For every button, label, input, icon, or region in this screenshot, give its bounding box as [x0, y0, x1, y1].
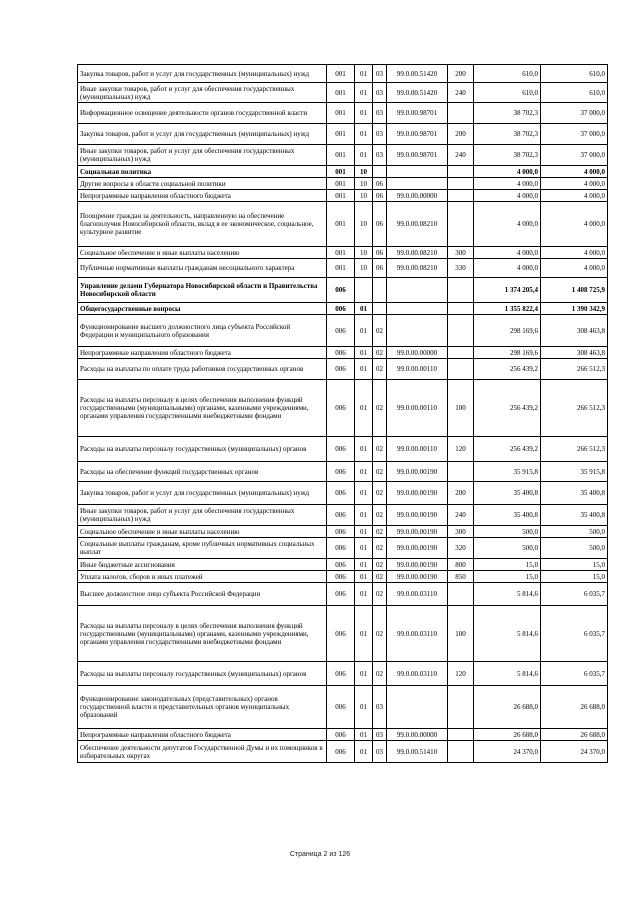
table-row	[78, 124, 608, 145]
target-article-cell: 99.0.00.98701	[387, 145, 448, 166]
target-article-cell: 99.0.00.00000	[387, 190, 448, 202]
expense-type-cell	[448, 462, 474, 482]
amount-year2-cell: 308 463,8	[541, 315, 608, 347]
expense-type-cell	[448, 166, 474, 178]
table-row	[78, 606, 608, 662]
amount-year2-cell: 24 370,0	[541, 741, 608, 763]
name-cell: Расходы на обеспечение функций государственных органов	[78, 462, 327, 482]
section-cell: 01	[355, 124, 373, 145]
target-article-cell: 99.0.00.00190	[387, 482, 448, 505]
subsection-cell: 02	[373, 606, 387, 662]
subsection-cell: 03	[373, 686, 387, 729]
ved-cell: 006	[327, 741, 355, 763]
amount-year1-cell: 256 439,2	[474, 380, 541, 437]
table-row	[78, 178, 608, 190]
name-cell: Иные бюджетные ассигнования	[78, 559, 327, 571]
name-cell: Общегосударственные вопросы	[78, 303, 327, 315]
amount-year1-cell: 4 000,0	[474, 202, 541, 247]
amount-year2-cell: 4 000,0	[541, 259, 608, 278]
expense-type-cell	[448, 583, 474, 606]
target-article-cell	[387, 303, 448, 315]
expense-type-cell: 200	[448, 65, 474, 83]
ved-cell: 006	[327, 571, 355, 583]
section-cell: 01	[355, 103, 373, 124]
amount-year1-cell: 38 702,3	[474, 124, 541, 145]
amount-year1-cell: 35 400,8	[474, 482, 541, 505]
table-row	[78, 462, 608, 482]
target-article-cell: 99.0.00.98701	[387, 103, 448, 124]
table-row	[78, 380, 608, 437]
section-cell: 01	[355, 437, 373, 462]
table-row	[78, 526, 608, 538]
target-article-cell: 99.0.00.98701	[387, 124, 448, 145]
ved-cell: 006	[327, 278, 355, 303]
section-cell: 01	[355, 462, 373, 482]
subsection-cell: 02	[373, 571, 387, 583]
subsection-cell	[373, 303, 387, 315]
name-cell: Высшее должностное лицо субъекта Российской Федерации	[78, 583, 327, 606]
name-cell: Расходы на выплаты персоналу государственных (муниципальных) органов	[78, 662, 327, 686]
name-cell: Обеспечение деятельности депутатов Государственной Думы и их помощников в избирательных округах	[78, 741, 327, 763]
table-row	[78, 166, 608, 178]
target-article-cell: 99.0.00.00110	[387, 359, 448, 380]
amount-year1-cell: 500,0	[474, 538, 541, 559]
amount-year1-cell: 298 169,6	[474, 315, 541, 347]
table-row	[78, 190, 608, 202]
amount-year2-cell: 35 400,8	[541, 505, 608, 526]
amount-year1-cell: 4 000,0	[474, 166, 541, 178]
ved-cell: 001	[327, 190, 355, 202]
table-body	[78, 65, 608, 763]
table-row	[78, 482, 608, 505]
table-row	[78, 202, 608, 247]
amount-year2-cell: 26 688,0	[541, 686, 608, 729]
ved-cell: 006	[327, 686, 355, 729]
section-cell: 01	[355, 315, 373, 347]
amount-year1-cell: 610,0	[474, 65, 541, 83]
expense-type-cell	[448, 303, 474, 315]
ved-cell: 006	[327, 583, 355, 606]
section-cell: 01	[355, 538, 373, 559]
amount-year1-cell: 4 000,0	[474, 247, 541, 259]
expense-type-cell: 240	[448, 83, 474, 103]
amount-year1-cell: 5 814,6	[474, 662, 541, 686]
section-cell: 10	[355, 166, 373, 178]
name-cell: Иные закупки товаров, работ и услуг для обеспечения государственных (муниципальных) нужд	[78, 145, 327, 166]
section-cell: 01	[355, 729, 373, 741]
table-row	[78, 559, 608, 571]
ved-cell: 001	[327, 166, 355, 178]
amount-year2-cell: 1 390 342,9	[541, 303, 608, 315]
target-article-cell: 99.0.00.08210	[387, 202, 448, 247]
target-article-cell: 99.0.00.00000	[387, 347, 448, 359]
ved-cell: 001	[327, 145, 355, 166]
table-row	[78, 347, 608, 359]
section-cell: 01	[355, 65, 373, 83]
section-cell: 10	[355, 190, 373, 202]
target-article-cell	[387, 686, 448, 729]
subsection-cell: 02	[373, 482, 387, 505]
ved-cell: 001	[327, 247, 355, 259]
subsection-cell: 03	[373, 124, 387, 145]
section-cell: 01	[355, 686, 373, 729]
amount-year1-cell: 4 000,0	[474, 259, 541, 278]
amount-year1-cell: 256 439,2	[474, 359, 541, 380]
name-cell: Иные закупки товаров, работ и услуг для обеспечения государственных (муниципальных) нужд	[78, 505, 327, 526]
subsection-cell: 02	[373, 315, 387, 347]
expense-type-cell	[448, 103, 474, 124]
section-cell: 01	[355, 505, 373, 526]
table-row	[78, 359, 608, 380]
subsection-cell: 02	[373, 538, 387, 559]
target-article-cell: 99.0.00.08210	[387, 247, 448, 259]
table-row	[78, 103, 608, 124]
ved-cell: 006	[327, 526, 355, 538]
target-article-cell	[387, 278, 448, 303]
name-cell: Непрограммные направления областного бюджета	[78, 729, 327, 741]
amount-year2-cell: 6 035,7	[541, 606, 608, 662]
target-article-cell: 99.0.00.00190	[387, 505, 448, 526]
section-cell: 01	[355, 571, 373, 583]
section-cell	[355, 278, 373, 303]
name-cell: Иные закупки товаров, работ и услуг для обеспечения государственных (муниципальных) нужд	[78, 83, 327, 103]
table-row	[78, 83, 608, 103]
table-row	[78, 145, 608, 166]
subsection-cell: 06	[373, 247, 387, 259]
expense-type-cell: 850	[448, 571, 474, 583]
amount-year2-cell: 4 000,0	[541, 166, 608, 178]
amount-year1-cell: 500,0	[474, 526, 541, 538]
table-row	[78, 571, 608, 583]
subsection-cell: 02	[373, 583, 387, 606]
section-cell: 10	[355, 259, 373, 278]
name-cell: Функционирование законодательных (представительных) органов государственной власти и представительных органов муниципальных образований	[78, 686, 327, 729]
section-cell: 01	[355, 83, 373, 103]
target-article-cell: 99.0.00.00190	[387, 538, 448, 559]
name-cell: Поощрение граждан за деятельность, направленную на обеспечение благополучия Новосибирской области, вклад в ее экономическое, социальное, культурное развитие	[78, 202, 327, 247]
subsection-cell: 02	[373, 505, 387, 526]
subsection-cell	[373, 278, 387, 303]
expense-type-cell	[448, 278, 474, 303]
name-cell: Социальная политика	[78, 166, 327, 178]
ved-cell: 001	[327, 83, 355, 103]
amount-year1-cell: 35 915,8	[474, 462, 541, 482]
expense-type-cell	[448, 347, 474, 359]
section-cell: 01	[355, 145, 373, 166]
amount-year2-cell: 1 408 725,9	[541, 278, 608, 303]
subsection-cell: 03	[373, 103, 387, 124]
expense-type-cell	[448, 729, 474, 741]
amount-year1-cell: 256 439,2	[474, 437, 541, 462]
target-article-cell: 99.0.00.00110	[387, 437, 448, 462]
ved-cell: 001	[327, 178, 355, 190]
name-cell: Расходы на выплаты персоналу в целях обеспечения выполнения функций государственными (муниципальными) органами, казенными учреждениями, органами управления государственными внебюджетными фондами	[78, 606, 327, 662]
table-row	[78, 583, 608, 606]
amount-year2-cell: 4 000,0	[541, 202, 608, 247]
subsection-cell: 02	[373, 526, 387, 538]
table-row	[78, 538, 608, 559]
expense-type-cell: 120	[448, 662, 474, 686]
name-cell: Непрограммные направления областного бюджета	[78, 190, 327, 202]
expense-type-cell	[448, 359, 474, 380]
subsection-cell: 02	[373, 437, 387, 462]
target-article-cell	[387, 178, 448, 190]
target-article-cell	[387, 166, 448, 178]
name-cell: Информационное освещение деятельности органов государственной власти	[78, 103, 327, 124]
amount-year2-cell: 6 035,7	[541, 583, 608, 606]
subsection-cell: 06	[373, 190, 387, 202]
section-cell: 01	[355, 559, 373, 571]
ved-cell: 006	[327, 505, 355, 526]
name-cell: Функционирование высшего должностного лица субъекта Российской Федерации и муниципального образования	[78, 315, 327, 347]
target-article-cell: 99.0.00.00110	[387, 380, 448, 437]
amount-year2-cell: 4 000,0	[541, 247, 608, 259]
section-cell: 10	[355, 202, 373, 247]
ved-cell: 006	[327, 662, 355, 686]
ved-cell: 006	[327, 347, 355, 359]
expense-type-cell: 240	[448, 145, 474, 166]
expense-type-cell: 200	[448, 482, 474, 505]
ved-cell: 006	[327, 606, 355, 662]
expense-type-cell: 300	[448, 526, 474, 538]
subsection-cell: 02	[373, 462, 387, 482]
amount-year2-cell: 266 512,3	[541, 380, 608, 437]
expense-type-cell	[448, 202, 474, 247]
amount-year2-cell: 35 400,8	[541, 482, 608, 505]
expense-type-cell: 330	[448, 259, 474, 278]
ved-cell: 006	[327, 315, 355, 347]
amount-year1-cell: 4 000,0	[474, 190, 541, 202]
ved-cell: 006	[327, 380, 355, 437]
amount-year1-cell: 38 702,3	[474, 103, 541, 124]
amount-year2-cell: 15,0	[541, 571, 608, 583]
ved-cell: 006	[327, 559, 355, 571]
expense-type-cell: 120	[448, 437, 474, 462]
name-cell: Расходы на выплаты по оплате труда работников государственных органов	[78, 359, 327, 380]
table-row	[78, 247, 608, 259]
name-cell: Расходы на выплаты персоналу государственных (муниципальных) органов	[78, 437, 327, 462]
table-row	[78, 278, 608, 303]
budget-table	[77, 64, 608, 763]
amount-year2-cell: 4 000,0	[541, 178, 608, 190]
amount-year1-cell: 5 814,6	[474, 583, 541, 606]
amount-year1-cell: 1 374 205,4	[474, 278, 541, 303]
subsection-cell: 06	[373, 259, 387, 278]
amount-year1-cell: 24 370,0	[474, 741, 541, 763]
expense-type-cell	[448, 190, 474, 202]
target-article-cell: 99.0.00.08210	[387, 259, 448, 278]
amount-year2-cell: 308 463,8	[541, 347, 608, 359]
section-cell: 01	[355, 482, 373, 505]
amount-year2-cell: 15,0	[541, 559, 608, 571]
amount-year2-cell: 26 688,0	[541, 729, 608, 741]
expense-type-cell: 800	[448, 559, 474, 571]
target-article-cell: 99.0.00.51420	[387, 83, 448, 103]
target-article-cell: 99.0.00.00000	[387, 729, 448, 741]
section-cell: 01	[355, 741, 373, 763]
target-article-cell: 99.0.00.51420	[387, 65, 448, 83]
section-cell: 01	[355, 347, 373, 359]
subsection-cell: 03	[373, 741, 387, 763]
subsection-cell: 02	[373, 559, 387, 571]
ved-cell: 006	[327, 462, 355, 482]
table-row	[78, 729, 608, 741]
ved-cell: 001	[327, 259, 355, 278]
name-cell: Закупка товаров, работ и услуг для государственных (муниципальных) нужд	[78, 124, 327, 145]
ved-cell: 006	[327, 482, 355, 505]
target-article-cell: 99.0.00.03110	[387, 662, 448, 686]
subsection-cell	[373, 166, 387, 178]
section-cell: 01	[355, 662, 373, 686]
ved-cell: 001	[327, 202, 355, 247]
table-row	[78, 303, 608, 315]
amount-year2-cell: 6 035,7	[541, 662, 608, 686]
table-row	[78, 741, 608, 763]
ved-cell: 001	[327, 103, 355, 124]
subsection-cell: 02	[373, 359, 387, 380]
expense-type-cell: 320	[448, 538, 474, 559]
amount-year2-cell: 4 000,0	[541, 190, 608, 202]
target-article-cell: 99.0.00.00190	[387, 571, 448, 583]
expense-type-cell	[448, 315, 474, 347]
table-row	[78, 686, 608, 729]
ved-cell: 006	[327, 729, 355, 741]
name-cell: Закупка товаров, работ и услуг для государственных (муниципальных) нужд	[78, 65, 327, 83]
amount-year2-cell: 500,0	[541, 538, 608, 559]
amount-year2-cell: 37 000,0	[541, 103, 608, 124]
name-cell: Расходы на выплаты персоналу в целях обеспечения выполнения функций государственными (муниципальными) органами, казенными учреждениями, органами управления государственными внебюджетными фондами	[78, 380, 327, 437]
target-article-cell: 99.0.00.00190	[387, 559, 448, 571]
subsection-cell: 03	[373, 729, 387, 741]
subsection-cell: 06	[373, 202, 387, 247]
amount-year2-cell: 35 915,8	[541, 462, 608, 482]
expense-type-cell: 100	[448, 380, 474, 437]
amount-year1-cell: 4 000,0	[474, 178, 541, 190]
amount-year2-cell: 37 000,0	[541, 145, 608, 166]
subsection-cell: 02	[373, 380, 387, 437]
section-cell: 01	[355, 303, 373, 315]
amount-year2-cell: 610,0	[541, 65, 608, 83]
name-cell: Непрограммные направления областного бюджета	[78, 347, 327, 359]
amount-year1-cell: 15,0	[474, 571, 541, 583]
amount-year2-cell: 266 512,3	[541, 437, 608, 462]
name-cell: Социальное обеспечение и иные выплаты населению	[78, 247, 327, 259]
target-article-cell: 99.0.00.00190	[387, 526, 448, 538]
ved-cell: 006	[327, 538, 355, 559]
expense-type-cell	[448, 741, 474, 763]
amount-year1-cell: 26 688,0	[474, 686, 541, 729]
amount-year1-cell: 610,0	[474, 83, 541, 103]
target-article-cell: 99.0.00.03110	[387, 606, 448, 662]
name-cell: Уплата налогов, сборов и иных платежей	[78, 571, 327, 583]
amount-year1-cell: 15,0	[474, 559, 541, 571]
name-cell: Социальные выплаты гражданам, кроме публичных нормативных социальных выплат	[78, 538, 327, 559]
section-cell: 01	[355, 526, 373, 538]
subsection-cell: 06	[373, 178, 387, 190]
amount-year2-cell: 610,0	[541, 83, 608, 103]
subsection-cell: 03	[373, 145, 387, 166]
ved-cell: 006	[327, 437, 355, 462]
page-footer: Страница 2 из 126	[289, 851, 351, 858]
amount-year2-cell: 37 000,0	[541, 124, 608, 145]
subsection-cell: 02	[373, 662, 387, 686]
amount-year1-cell: 298 169,6	[474, 347, 541, 359]
table-row	[78, 65, 608, 83]
table-row	[78, 505, 608, 526]
amount-year1-cell: 26 688,0	[474, 729, 541, 741]
expense-type-cell: 240	[448, 505, 474, 526]
ved-cell: 001	[327, 65, 355, 83]
amount-year2-cell: 500,0	[541, 526, 608, 538]
table-row	[78, 662, 608, 686]
amount-year1-cell: 38 702,3	[474, 145, 541, 166]
expense-type-cell	[448, 178, 474, 190]
name-cell: Управление делами Губернатора Новосибирской области и Правительства Новосибирской области	[78, 278, 327, 303]
section-cell: 01	[355, 359, 373, 380]
amount-year2-cell: 266 512,3	[541, 359, 608, 380]
name-cell: Закупка товаров, работ и услуг для государственных (муниципальных) нужд	[78, 482, 327, 505]
ved-cell: 001	[327, 124, 355, 145]
target-article-cell: 99.0.00.00190	[387, 462, 448, 482]
expense-type-cell: 100	[448, 606, 474, 662]
target-article-cell	[387, 315, 448, 347]
table-row	[78, 259, 608, 278]
name-cell: Другие вопросы в области социальной политики	[78, 178, 327, 190]
section-cell: 01	[355, 606, 373, 662]
subsection-cell: 03	[373, 83, 387, 103]
target-article-cell: 99.0.00.03110	[387, 583, 448, 606]
target-article-cell: 99.0.00.51410	[387, 741, 448, 763]
subsection-cell: 03	[373, 65, 387, 83]
name-cell: Публичные нормативные выплаты гражданам несоциального характера	[78, 259, 327, 278]
subsection-cell: 02	[373, 347, 387, 359]
expense-type-cell	[448, 686, 474, 729]
section-cell: 10	[355, 178, 373, 190]
section-cell: 01	[355, 583, 373, 606]
amount-year1-cell: 1 355 822,4	[474, 303, 541, 315]
expense-type-cell: 200	[448, 124, 474, 145]
section-cell: 10	[355, 247, 373, 259]
amount-year1-cell: 35 400,8	[474, 505, 541, 526]
table-row	[78, 437, 608, 462]
name-cell: Социальное обеспечение и иные выплаты населению	[78, 526, 327, 538]
section-cell: 01	[355, 380, 373, 437]
amount-year1-cell: 5 814,6	[474, 606, 541, 662]
expense-type-cell: 300	[448, 247, 474, 259]
ved-cell: 006	[327, 359, 355, 380]
ved-cell: 006	[327, 303, 355, 315]
table-row	[78, 315, 608, 347]
